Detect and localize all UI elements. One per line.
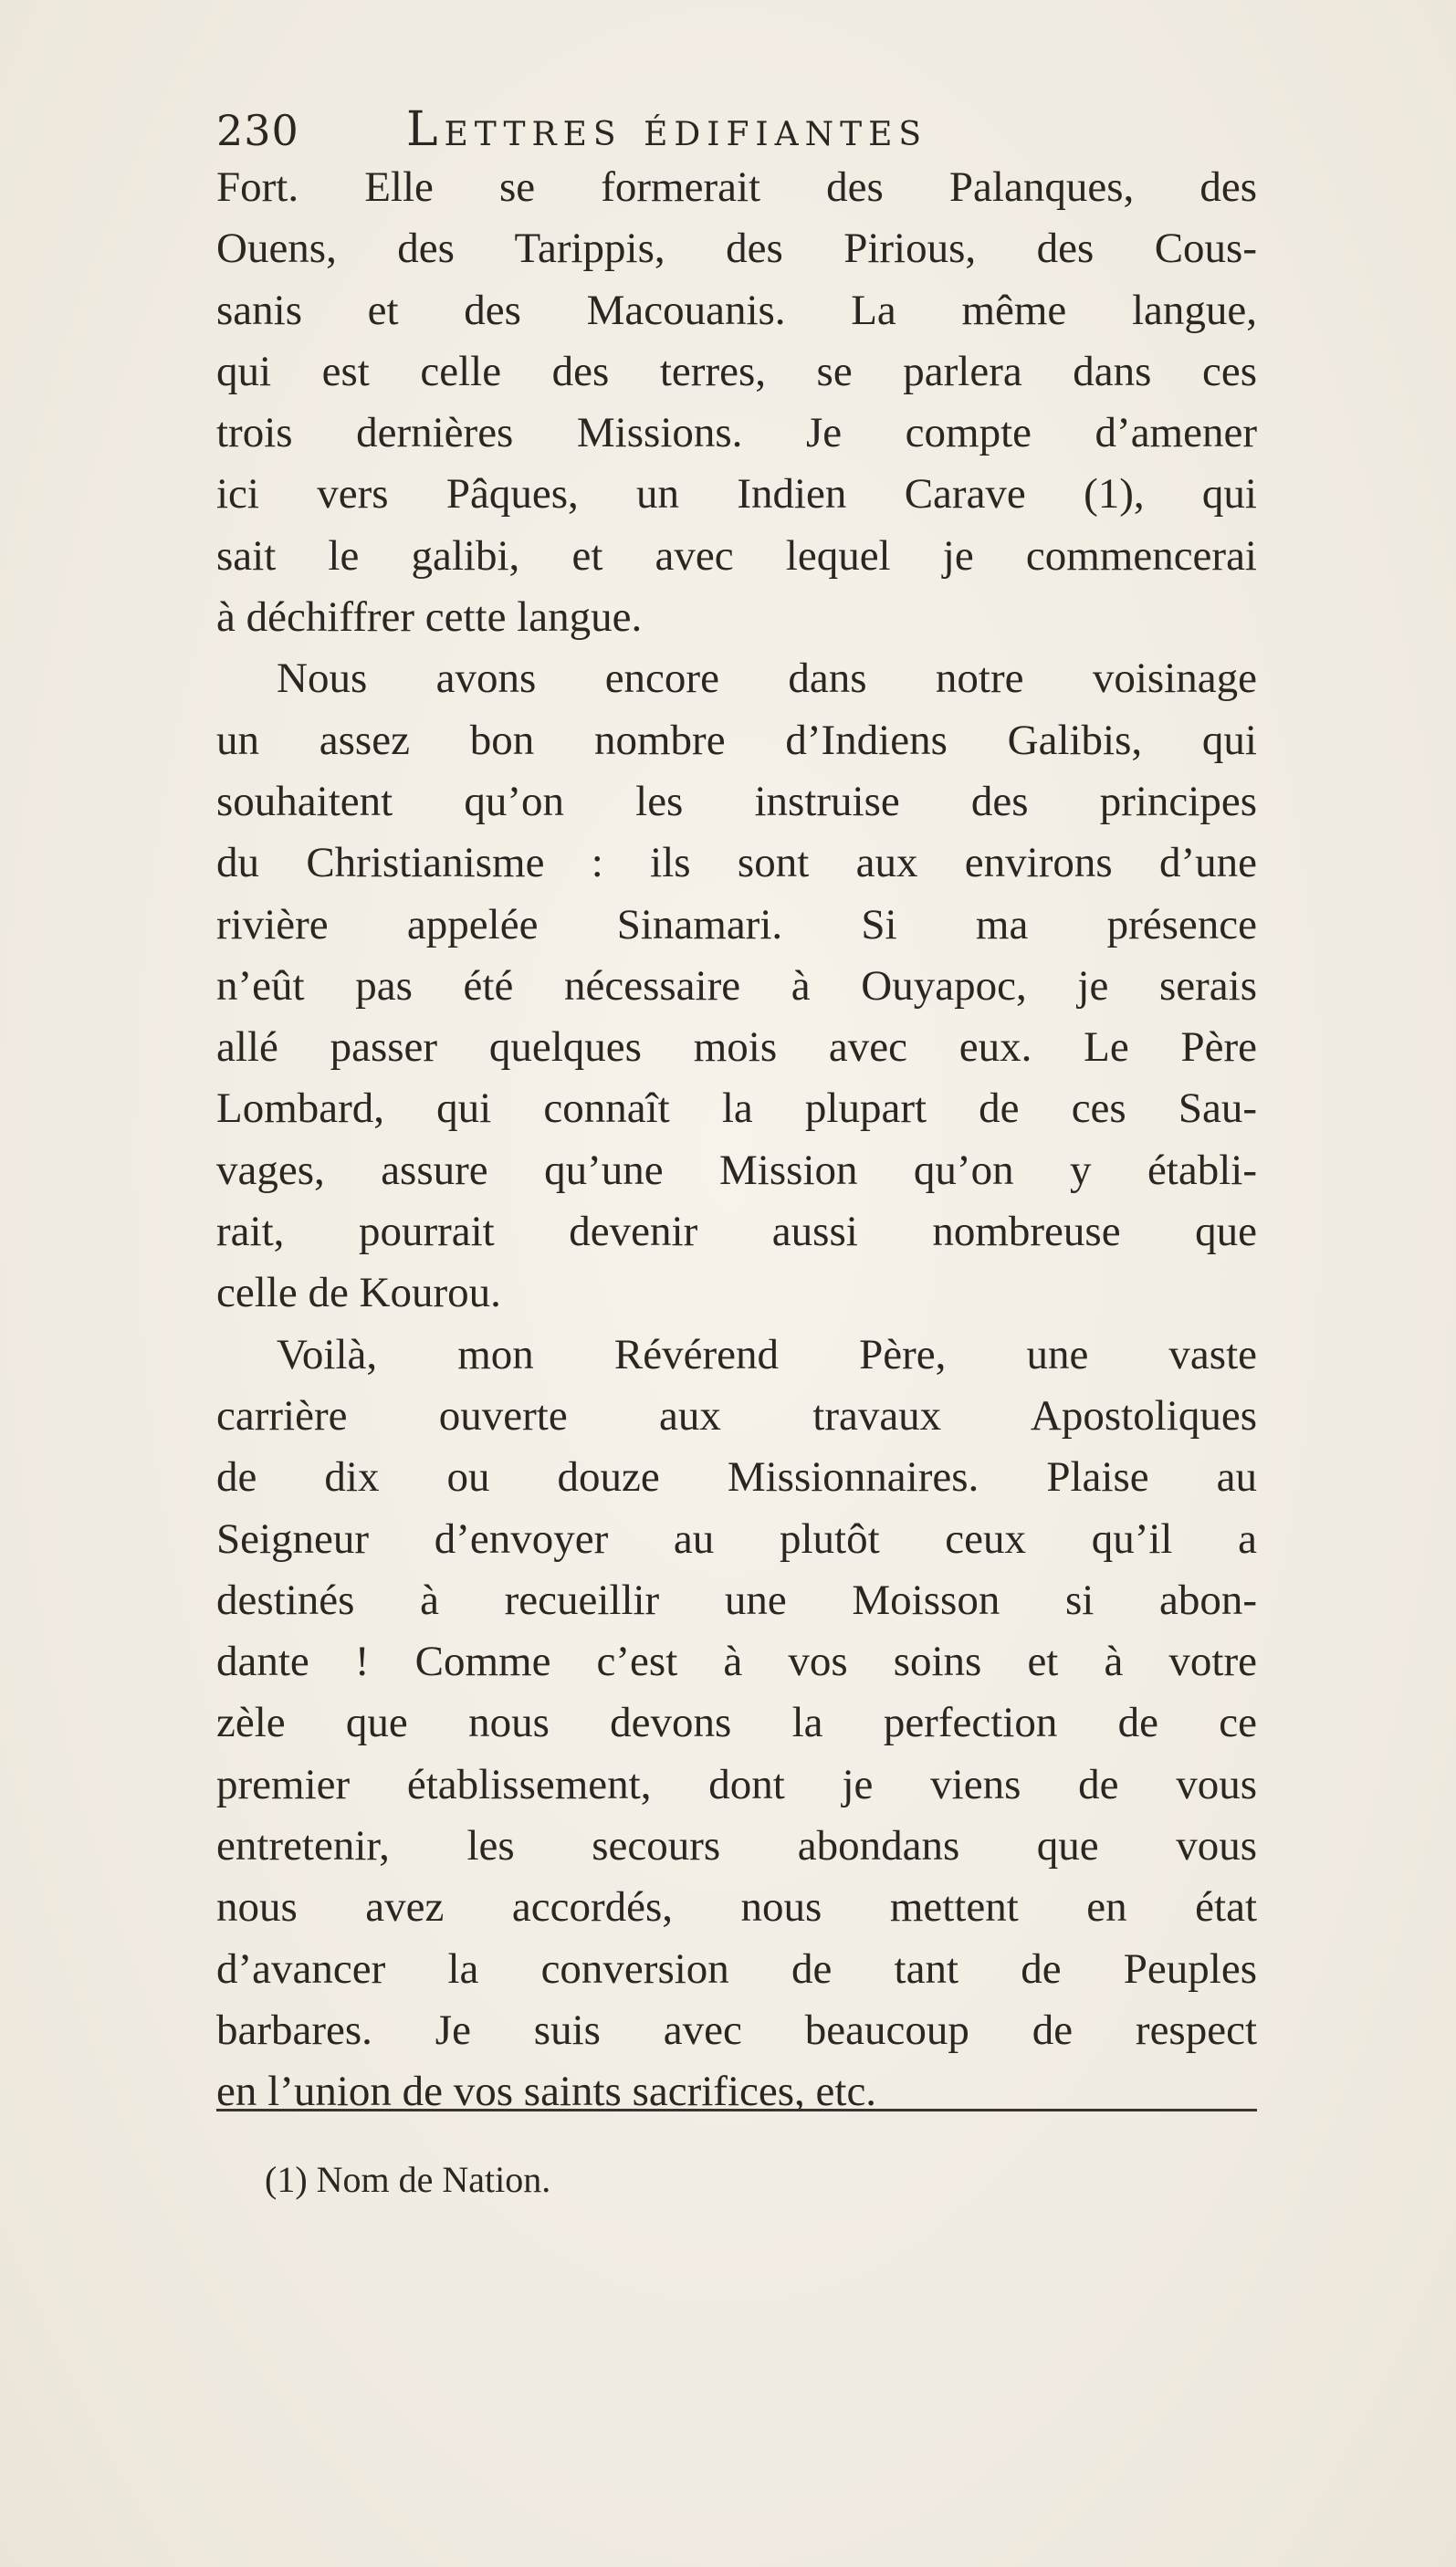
text-line: Ouens, des Tarippis, des Pirious, des Cous- bbox=[216, 225, 1257, 273]
text-line: n’eût pas été nécessaire à Ouyapoc, je serais bbox=[216, 961, 1257, 1010]
page-number: 230 bbox=[216, 106, 299, 155]
text-line: Lombard, qui connaît la plupart de ces Sau- bbox=[216, 1084, 1257, 1133]
running-header bbox=[216, 102, 1257, 160]
text-line: Nous avons encore dans notre voisinage bbox=[277, 655, 1257, 703]
text-line: de dix ou douze Missionnaires. Plaise au bbox=[216, 1453, 1257, 1502]
text-line: barbares. Je suis avec beaucoup de respect bbox=[216, 2006, 1257, 2054]
text-line: vages, assure qu’une Mission qu’on y établi- bbox=[216, 1146, 1257, 1194]
text-line: d’avancer la conversion de tant de Peuples bbox=[216, 1944, 1257, 1993]
running-title: Lettres édifiantes bbox=[406, 102, 928, 157]
text-line: rait, pourrait devenir aussi nombreuse que bbox=[216, 1208, 1257, 1256]
text-line: Fort. Elle se formerait des Palanques, des bbox=[216, 163, 1257, 211]
body-text bbox=[216, 157, 1257, 2123]
text-line: souhaitent qu’on les instruise des principes bbox=[216, 777, 1257, 825]
text-line: dante ! Comme c’est à vos soins et à votre bbox=[216, 1638, 1257, 1686]
text-line: allé passer quelques mois avec eux. Le Père bbox=[216, 1023, 1257, 1072]
text-line: sanis et des Macouanis. La même langue, bbox=[216, 286, 1257, 334]
text-line: à déchiffrer cette langue. bbox=[216, 593, 643, 642]
text-line: ici vers Pâques, un Indien Carave (1), qui bbox=[216, 470, 1257, 519]
text-line: zèle que nous devons la perfection de ce bbox=[216, 1699, 1257, 1747]
text-line: premier établissement, dont je viens de vous bbox=[216, 1760, 1257, 1808]
text-line: celle de Kourou. bbox=[216, 1269, 501, 1317]
footnote: (1) Nom de Nation. bbox=[265, 2159, 551, 2200]
text-line: Voilà, mon Révérend Père, une vaste bbox=[277, 1330, 1257, 1378]
text-line: en l’union de vos saints sacrifices, etc. bbox=[216, 2068, 877, 2116]
text-line: entretenir, les secours abondans que vous bbox=[216, 1822, 1257, 1870]
text-line: sait le galibi, et avec lequel je commencerai bbox=[216, 531, 1257, 580]
footnote-rule bbox=[216, 2109, 1257, 2111]
text-line: trois dernières Missions. Je compte d’amener bbox=[216, 409, 1257, 457]
text-line: carrière ouverte aux travaux Apostoliques bbox=[216, 1391, 1257, 1440]
text-line: Seigneur d’envoyer au plutôt ceux qu’il a bbox=[216, 1514, 1257, 1563]
text-line: du Christianisme : ils sont aux environs d’une bbox=[216, 839, 1257, 887]
text-line: rivière appelée Sinamari. Si ma présence bbox=[216, 900, 1257, 948]
text-line: un assez bon nombre d’Indiens Galibis, qui bbox=[216, 716, 1257, 764]
text-line: destinés à recueillir une Moisson si abon- bbox=[216, 1576, 1257, 1624]
text-line: nous avez accordés, nous mettent en état bbox=[216, 1883, 1257, 1932]
text-line: qui est celle des terres, se parlera dans ces bbox=[216, 347, 1257, 395]
